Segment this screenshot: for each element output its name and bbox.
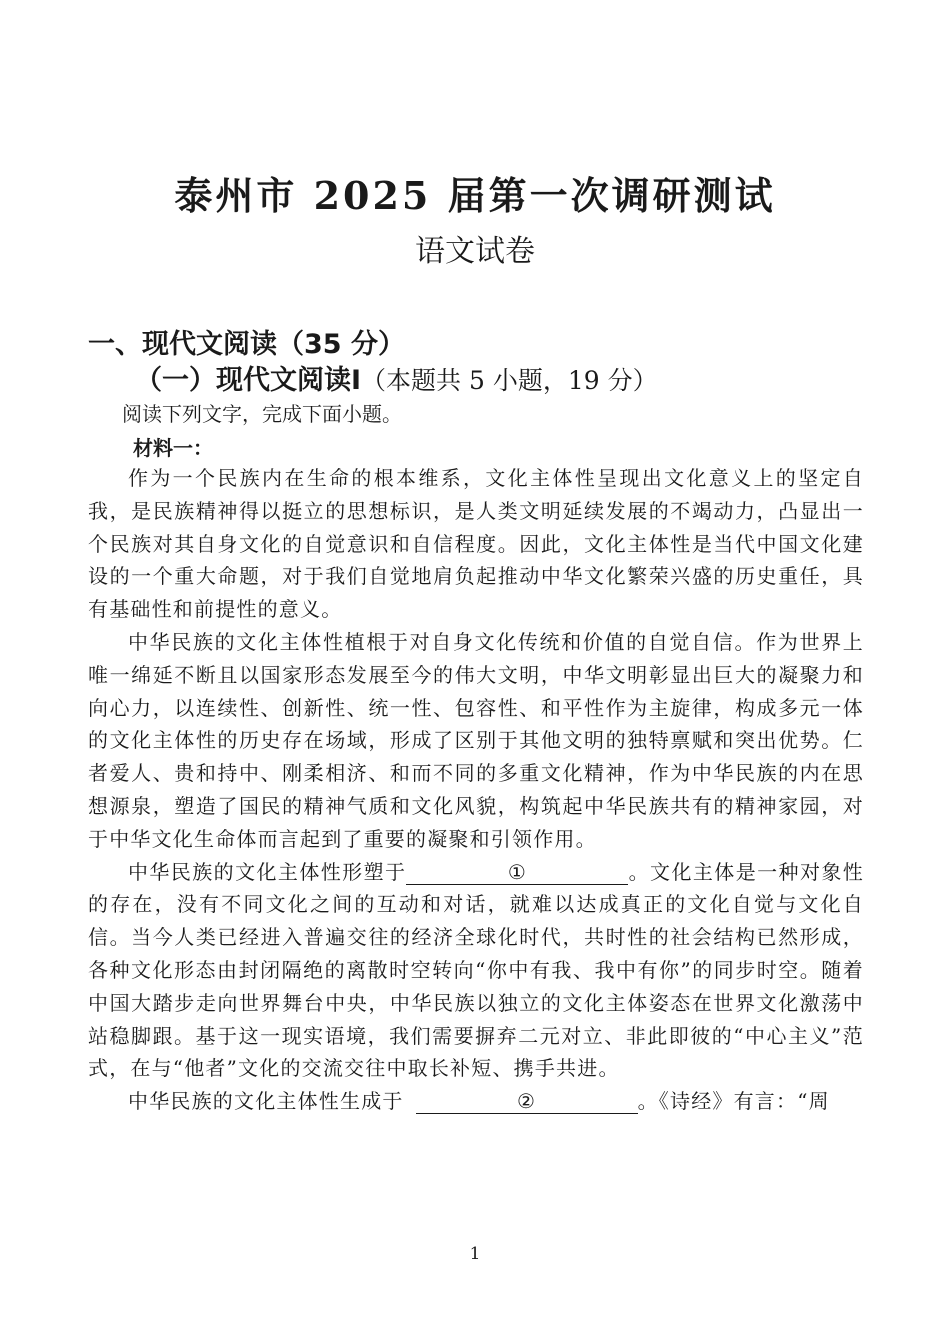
paragraph-1: 作为一个民族内在生命的根本维系，文化主体性呈现出文化意义上的坚定自我，是民族精神得以挺立的思想标识，是人类文明延续发展的不竭动力，凸显出一个民族对其自身文化的自觉意识和自信程度。因此，文化主体性是当代中国文化建设的一个重大命题，对于我们自觉地肩负起推动中华文化繁荣兴盛的历史重任，具有基础性和前提性的意义。 bbox=[88, 466, 864, 622]
subsection-heading bbox=[135, 358, 658, 397]
paragraph-4 bbox=[88, 1085, 864, 1118]
reading-instruction: 阅读下列文字，完成下面小题。 bbox=[122, 402, 402, 426]
page-number: 1 bbox=[469, 1244, 481, 1264]
exam-subtitle: 语文试卷 bbox=[415, 234, 535, 269]
fill-blank-1: ① bbox=[406, 860, 628, 885]
subsection-note: （本题共 5 小题，19 分） bbox=[361, 366, 658, 395]
passage-body bbox=[88, 462, 864, 1118]
section-heading: 一、现代文阅读（35 分） bbox=[88, 329, 405, 360]
paragraph-2: 中华民族的文化主体性植根于对自身文化传统和价值的自觉自信。作为世界上唯一绵延不断且以国家形态发展至今的伟大文明，中华文明彰显出巨大的凝聚力和向心力，以连续性、创新性、统一性、包容性、和平性作为主旋律，构成多元一体的文化主体性的历史存在场域，形成了区别于其他文明的独特禀赋和突出优势。仁者爱人、贵和持中、刚柔相济、和而不同的多重文化精神，作为中华民族的内在思想源泉，塑造了国民的精神气质和文化风貌，构筑起中华民族共有的精神家园，对于中华文化生命体而言起到了重要的凝聚和引领作用。 bbox=[88, 629, 864, 851]
paragraph-3 bbox=[88, 856, 864, 1086]
fill-blank-2: ② bbox=[416, 1089, 638, 1114]
material-label: 材料一： bbox=[133, 436, 213, 460]
paragraph-4-rest: 。《诗经》有言：“周 bbox=[637, 1089, 830, 1114]
paragraph-3-lead: 中华民族的文化主体性形塑于 bbox=[128, 859, 407, 884]
subsection-title: （一）现代文阅读Ⅰ bbox=[135, 365, 362, 396]
paragraph-4-lead: 中华民族的文化主体性生成于 bbox=[128, 1089, 404, 1114]
exam-title: 泰州市 2025 届第一次调研测试 bbox=[174, 173, 776, 218]
paragraph-3-rest: 。文化主体是一种对象性的存在，没有不同文化之间的互动和对话，就难以达成真正的文化自觉与文化自信。当今人类已经进入普遍交往的经济全球化时代，共时性的社会结构已然形成，各种文化形态由封闭隔绝的离散时空转向“你中有我、我中有你”的同步时空。随着中国大踏步走向世界舞台中央，中华民族以独立的文化主体姿态在世界文化激荡中站稳脚跟。基于这一现实语境，我们需要摒弃二元对立、非此即彼的“中心主义”范式，在与“他者”文化的交流交往中取长补短、携手共进。 bbox=[88, 859, 864, 1081]
